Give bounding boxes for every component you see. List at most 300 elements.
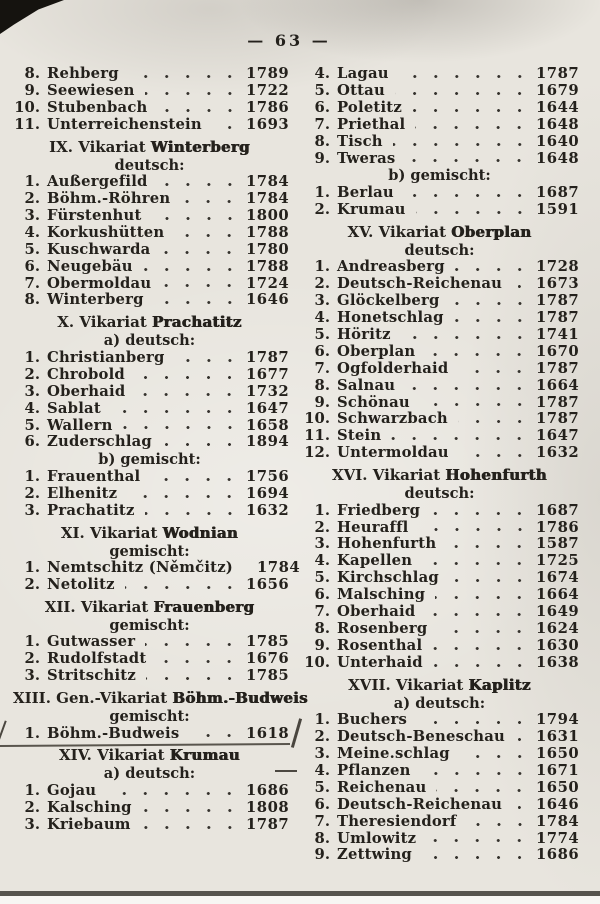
parish-name: Ottau (337, 81, 385, 99)
parish-name: Kapellen (337, 552, 413, 570)
dot-leader (180, 197, 240, 206)
dot-leader (243, 566, 251, 575)
dot-leader (454, 316, 530, 325)
dot-leader (460, 752, 530, 761)
entry-year: 1686 (536, 846, 580, 864)
parish-name: Elhenitz (47, 484, 118, 502)
page-number-header: — 63 — (247, 31, 331, 50)
parish-name: Berlau (337, 183, 394, 201)
entry-year: 1679 (536, 81, 580, 99)
entry-year: 1656 (246, 575, 290, 593)
dot-leader (433, 661, 530, 670)
entry-number: 7. (24, 274, 40, 292)
entry-year: 1787 (536, 65, 580, 82)
entry-number: 3. (314, 292, 330, 310)
parish-name: Kuschwarda (47, 240, 151, 258)
parish-name: Kirchschlag (337, 569, 439, 587)
language-subheading: gemischt: (109, 616, 190, 634)
vicariate-section (13, 313, 290, 451)
entry-number: 3. (314, 745, 330, 762)
entry-number: 6. (314, 342, 330, 360)
dot-leader (512, 803, 530, 812)
entry-number: 3. (24, 382, 40, 400)
entry-number: 8. (314, 376, 330, 394)
entry-row (13, 365, 290, 384)
entry-row (303, 325, 580, 344)
vicariate-section (13, 137, 290, 310)
dot-leader (425, 610, 530, 619)
entry-year: 1786 (246, 98, 290, 116)
parish-name: Zuderschlag (47, 433, 152, 451)
entry-number: 6. (24, 433, 40, 451)
entry-row (13, 206, 290, 225)
entry-year: 1647 (536, 427, 580, 445)
language-subheading: b) gemischt: (98, 451, 201, 469)
scan-bottom-margin (0, 896, 600, 904)
parish-name: Gutwasser (47, 633, 136, 651)
section-heading-prefix: IX. Vikariat (49, 137, 146, 156)
parish-name: Oberhaid (337, 603, 416, 621)
entry-number: 4. (314, 308, 330, 326)
entry-number: 3. (24, 815, 40, 833)
entry-year: 1671 (536, 761, 580, 779)
entry-row (303, 410, 580, 428)
parish-name: Malsching (337, 586, 426, 604)
entry-row (303, 778, 580, 797)
entry-year: 1644 (536, 98, 580, 116)
dot-leader (145, 640, 240, 649)
dot-leader (129, 72, 240, 81)
entry-year: 1624 (536, 619, 580, 637)
entry-year: 1785 (246, 667, 290, 685)
entry-row (303, 115, 580, 134)
entry-row (13, 650, 290, 668)
vicariate-section (13, 523, 301, 594)
entry-row (303, 393, 580, 412)
entry-year: 1646 (246, 291, 290, 309)
entry-number: 2. (24, 650, 40, 668)
dot-leader (515, 735, 530, 744)
vicariate-name: Prachatitz (152, 313, 242, 332)
entry-row (13, 240, 290, 259)
entry-year: 1787 (536, 308, 580, 326)
entry-year: 1780 (246, 240, 290, 258)
entry-year: 1649 (536, 603, 580, 621)
right-column (303, 65, 580, 864)
dot-leader (436, 786, 530, 795)
parish-name: Stritschitz (47, 667, 136, 685)
parish-name: Prachatitz (47, 501, 135, 519)
parish-name: Tisch (337, 132, 383, 150)
section-heading-prefix: XIII. Gen.-Vikariat (13, 689, 168, 708)
entry-year: 1632 (536, 444, 580, 462)
entry-row (13, 223, 290, 242)
entry-row (13, 467, 290, 486)
parish-name: Höritz (337, 325, 391, 343)
dot-leader (160, 248, 240, 257)
section-heading-prefix: XVII. Vikariat (348, 675, 464, 694)
entry-row (13, 815, 290, 834)
entry-number: 4. (314, 552, 330, 570)
entry-year: 1640 (536, 132, 580, 150)
entry-year: 1630 (536, 636, 580, 654)
entry-row (303, 65, 580, 83)
parish-name: Ogfolderhaid (337, 359, 449, 377)
entry-row (13, 781, 290, 800)
vicariate-section (13, 689, 308, 742)
parish-name: Oberhaid (47, 382, 126, 400)
parish-name: Obermoldau (47, 274, 152, 292)
dot-leader (422, 853, 530, 862)
dot-leader (154, 298, 240, 307)
dot-leader (161, 281, 240, 290)
entry-number: 7. (314, 603, 330, 621)
vicariate-name: Oberplan (451, 222, 532, 241)
entry-year: 1676 (246, 650, 290, 668)
dot-leader (405, 156, 530, 165)
entry-row (13, 65, 290, 83)
dot-leader (106, 789, 240, 798)
entry-year: 1587 (536, 535, 580, 553)
vicariate-name: Krumau (169, 746, 240, 765)
entry-number: 3. (314, 535, 330, 553)
entry-year: 1728 (536, 258, 580, 276)
parish-name: Seewiesen (47, 81, 135, 99)
entry-year: 1785 (246, 633, 290, 651)
parish-name: Umlowitz (337, 829, 417, 847)
dot-leader (415, 123, 530, 132)
dot-leader (125, 583, 240, 592)
entry-row (303, 636, 580, 655)
entry-number: 5. (314, 569, 330, 587)
parish-name: Tweras (337, 149, 396, 167)
dot-leader (455, 265, 530, 274)
dot-leader (143, 265, 240, 274)
parish-name: Korkushütten (47, 223, 165, 241)
entry-year: 1664 (536, 586, 580, 604)
entry-number: 1. (24, 781, 40, 799)
entry-row (303, 258, 580, 276)
dot-leader (156, 657, 240, 666)
dot-leader (175, 356, 240, 365)
parish-name: Meine.schlag (337, 745, 450, 762)
scan-corner-shadow (0, 0, 64, 34)
entry-year: 1646 (536, 795, 580, 813)
entry-year: 1687 (536, 183, 580, 201)
section-heading (13, 138, 286, 157)
entry-row (303, 98, 580, 117)
entry-year: 1674 (536, 569, 580, 587)
entry-row (13, 98, 290, 117)
language-subheading: deutsch: (404, 485, 475, 503)
entry-year: 1774 (536, 829, 580, 847)
entry-number: 11. (304, 427, 330, 445)
pencil-margin-dash-mark (275, 770, 297, 772)
entry-number: 2. (314, 728, 330, 746)
dot-leader (512, 282, 530, 291)
entry-row (303, 183, 580, 202)
entry-number: 4. (24, 223, 40, 241)
entry-year: 1741 (536, 325, 580, 343)
parish-name: Christianberg (47, 348, 165, 366)
parish-name: Unterreichenstein (47, 115, 202, 133)
parish-name: Außergefild (47, 173, 148, 191)
parish-name: Böhm.-Röhren (47, 190, 171, 208)
parish-name: Frauenthal (47, 467, 141, 485)
section-heading-prefix: XII. Vikariat (44, 597, 149, 616)
entry-year: 1677 (246, 365, 290, 383)
entry-row (303, 653, 580, 672)
entry-number: 1. (24, 559, 40, 577)
entry-number: 7. (314, 115, 330, 133)
parish-name: Schwarzbach (337, 410, 448, 428)
entry-number: 1. (314, 258, 330, 276)
parish-name: Stein (337, 427, 382, 445)
entry-row (303, 518, 580, 537)
entry-year: 1894 (246, 433, 290, 451)
entry-row (13, 173, 290, 191)
entry-year: 1618 (246, 724, 290, 742)
dot-leader (152, 214, 241, 223)
left-column (13, 65, 308, 864)
dot-leader (401, 333, 530, 342)
dot-leader (399, 72, 530, 81)
entry-year: 1591 (536, 200, 580, 218)
parish-name: Heuraffl (337, 518, 409, 536)
dot-leader (405, 384, 530, 393)
entry-row (13, 81, 290, 100)
entry-number: 10. (14, 98, 40, 116)
dot-leader (127, 492, 240, 501)
vicariate-section (303, 65, 580, 167)
parish-name: Reichenau (337, 778, 427, 796)
parish-name: Hohenfurth (337, 535, 437, 553)
section-heading (13, 746, 286, 765)
entry-year: 1786 (536, 518, 580, 536)
entry-number: 5. (314, 81, 330, 99)
parish-name: Pflanzen (337, 761, 411, 779)
two-column-text-block (13, 65, 580, 864)
parish-name: Salnau (337, 376, 396, 394)
entry-number: 2. (24, 798, 40, 816)
entry-row (13, 348, 290, 367)
entry-number: 11. (14, 115, 40, 133)
parish-name: Honetschlag (337, 308, 444, 326)
entry-number: 6. (314, 795, 330, 813)
entry-row (303, 569, 580, 587)
dot-leader (158, 180, 240, 189)
entry-year: 1722 (246, 81, 290, 99)
entry-row (303, 275, 580, 293)
vicariate-name: Hohenfurth (445, 466, 548, 485)
entry-year: 1650 (536, 745, 580, 762)
dot-leader (174, 231, 240, 240)
parish-name: Nemtschitz (Němčitz) (47, 559, 234, 577)
entry-number: 1. (24, 724, 40, 742)
parish-name: Deutsch-Reichenau (337, 795, 503, 813)
entry-year: 1787 (536, 292, 580, 310)
entry-number: 2. (24, 484, 40, 502)
entry-number: 8. (24, 291, 40, 309)
dot-leader (123, 423, 240, 432)
entry-year: 1788 (246, 223, 290, 241)
entry-number: 5. (314, 325, 330, 343)
entry-number: 8. (314, 829, 330, 847)
entry-year: 1787 (246, 815, 290, 833)
language-subheading: deutsch: (404, 241, 475, 259)
entry-row (13, 291, 290, 309)
entry-number: 4. (24, 399, 40, 417)
entry-number: 2. (314, 200, 330, 218)
dot-leader (435, 593, 530, 602)
entry-number: 5. (24, 240, 40, 258)
entry-number: 1. (24, 467, 40, 485)
section-heading (13, 689, 308, 708)
vicariate-section (13, 451, 290, 519)
entry-row (303, 376, 580, 395)
entry-number: 9. (314, 636, 330, 654)
parish-name: Andreasberg (337, 258, 445, 276)
entry-number: 9. (314, 149, 330, 167)
dot-leader (404, 191, 530, 200)
entry-row (303, 829, 580, 848)
entry-row (13, 433, 290, 451)
entry-number: 3. (24, 667, 40, 685)
entry-year: 1794 (536, 711, 580, 729)
entry-number: 7. (314, 359, 330, 377)
entry-row (303, 761, 580, 780)
entry-row (303, 427, 580, 445)
entry-year: 1648 (536, 115, 580, 133)
vicariate-section (13, 746, 290, 833)
parish-name: Sablat (47, 399, 101, 417)
entry-row (303, 586, 580, 604)
entry-row (303, 292, 580, 310)
dot-leader (212, 123, 240, 132)
entry-row (303, 603, 580, 621)
parish-name: Gojau (47, 781, 97, 799)
dot-leader (420, 400, 530, 409)
entry-year: 1784 (257, 559, 301, 577)
entry-number: 2. (314, 518, 330, 536)
section-heading (13, 313, 286, 332)
dot-leader (449, 576, 530, 585)
dot-leader (150, 475, 240, 484)
entry-row (13, 257, 290, 276)
dot-leader (135, 390, 240, 399)
entry-number: 5. (24, 416, 40, 434)
dot-leader (142, 806, 240, 815)
entry-number: 1. (24, 173, 40, 191)
section-heading (303, 676, 576, 695)
parish-name: Netolitz (47, 575, 115, 593)
entry-row (303, 535, 580, 553)
entry-row (303, 745, 580, 763)
entry-number: 6. (24, 257, 40, 275)
entry-year: 1693 (246, 115, 290, 133)
entry-number: 3. (24, 501, 40, 519)
entry-year: 1650 (536, 778, 580, 796)
vicariate-section (303, 167, 580, 218)
entry-number: 8. (24, 65, 40, 82)
entry-row (303, 846, 580, 864)
dot-leader (416, 208, 530, 217)
entry-number: 1. (24, 633, 40, 651)
entry-year: 1725 (536, 552, 580, 570)
section-heading-prefix: XI. Vikariat (60, 523, 158, 542)
parish-name: Winterberg (47, 291, 144, 309)
entry-row (303, 501, 580, 520)
entry-row (13, 575, 290, 594)
entry-row (13, 501, 290, 520)
entry-row (13, 399, 290, 418)
section-heading (303, 466, 576, 485)
parish-name: Stubenbach (47, 98, 148, 116)
parish-name: Oberplan (337, 342, 416, 360)
entry-year: 1648 (536, 149, 580, 167)
parish-name: Fürstenhut (47, 206, 142, 224)
entry-row (13, 798, 290, 817)
dot-leader (426, 836, 530, 845)
section-heading (13, 598, 286, 617)
section-heading-prefix: XV. Vikariat (347, 222, 447, 241)
dot-leader (458, 417, 530, 426)
entry-number: 2. (314, 275, 330, 293)
dot-leader (141, 823, 240, 832)
parish-name: Lagau (337, 65, 389, 82)
dot-leader (458, 367, 530, 376)
parish-name: Glöckelberg (337, 292, 440, 310)
entry-number: 1. (314, 501, 330, 519)
entry-row (303, 132, 580, 151)
entry-row (303, 795, 580, 814)
section-heading-prefix: X. Vikariat (57, 313, 147, 332)
language-subheading: a) deutsch: (103, 332, 196, 350)
entry-year: 1800 (246, 206, 290, 224)
vicariate-section (303, 466, 580, 672)
vicariate-section (13, 65, 290, 134)
parish-name: Kriebaum (47, 815, 131, 833)
entry-year: 1784 (246, 173, 290, 191)
vicariate-name: Wodnian (162, 523, 239, 542)
entry-number: 8. (314, 619, 330, 637)
dot-leader (422, 559, 530, 568)
entry-year: 1787 (536, 359, 580, 377)
entry-number: 5. (314, 778, 330, 796)
entry-row (303, 81, 580, 100)
entry-year: 1647 (246, 399, 290, 417)
parish-name: Rosenthal (337, 636, 423, 654)
language-subheading: a) deutsch: (103, 765, 196, 783)
entry-number: 4. (314, 761, 330, 779)
parish-name: Krumau (337, 200, 406, 218)
entry-row (303, 728, 580, 746)
section-heading-prefix: XVI. Vikariat (331, 466, 441, 485)
entry-year: 1788 (246, 257, 290, 275)
entry-year: 1632 (246, 501, 290, 519)
entry-row (13, 115, 290, 134)
entry-row (13, 667, 290, 685)
entry-year: 1732 (246, 382, 290, 400)
entry-year: 1724 (246, 274, 290, 292)
entry-number: 4. (314, 65, 330, 82)
parish-name: Zettwing (337, 846, 412, 864)
dot-leader (158, 106, 241, 115)
entry-year: 1784 (536, 812, 580, 830)
entry-year: 1686 (246, 781, 290, 799)
entry-year: 1673 (536, 275, 580, 293)
dot-leader (145, 89, 240, 98)
